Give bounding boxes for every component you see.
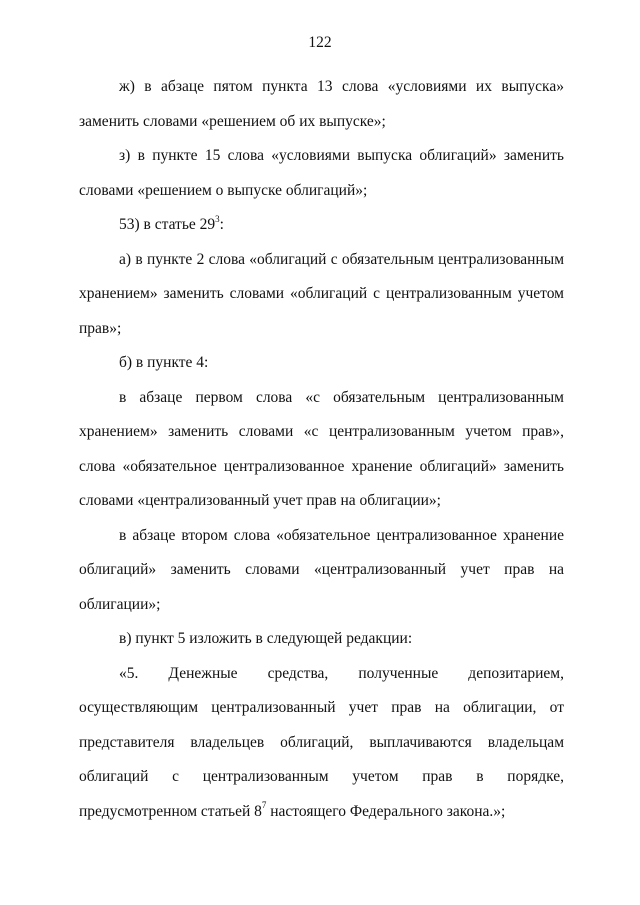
paragraph-text: в) пункт 5 изложить в следующей редакции: bbox=[119, 630, 413, 647]
paragraph-text: б) в пункте 4: bbox=[119, 354, 209, 371]
paragraph-item-zh bbox=[79, 70, 564, 139]
paragraph-article-53 bbox=[79, 208, 564, 243]
paragraph-text: 53) в статье 29 bbox=[119, 216, 216, 233]
paragraph-text: ж) в абзаце пятом пункта 13 слова «условиями их выпуска» заменить словами «решением об их выпуске»; bbox=[79, 78, 564, 130]
paragraph-text-after: настоящего Федерального закона.»; bbox=[266, 802, 506, 820]
paragraph-second-abzac bbox=[79, 519, 564, 623]
document-body bbox=[79, 70, 564, 829]
superscript: 3 bbox=[215, 213, 220, 224]
paragraph-text-after: : bbox=[219, 216, 224, 233]
paragraph-point-5 bbox=[79, 657, 564, 830]
paragraph-item-z bbox=[79, 139, 564, 208]
paragraph-text: в абзаце первом слова «с обязательным централизованным хранением» заменить словами «с централизованным учетом прав», слова «обязательное централизованное хранение облигаций» заменить словами «централизованный учет прав на облигации»; bbox=[79, 388, 564, 509]
paragraph-item-v bbox=[79, 622, 564, 657]
page-number: 122 bbox=[308, 34, 332, 51]
paragraph-item-b bbox=[79, 346, 564, 381]
paragraph-first-abzac bbox=[79, 381, 564, 519]
paragraph-text: в абзаце втором слова «обязательное централизованное хранение облигаций» заменить словами «централизованный учет прав на облигации»; bbox=[79, 526, 564, 613]
paragraph-text: «5. Денежные средства, полученные депозитарием, осуществляющим централизованный учет прав на облигации, от представителя владельцев облигаций, выплачиваются владельцам облигаций с централизованным учетом прав в порядке, предусмотренном статьей 8 bbox=[79, 664, 564, 820]
paragraph-text: з) в пункте 15 слова «условиями выпуска облигаций» заменить словами «решением о выпуске облигаций»; bbox=[79, 147, 564, 199]
paragraph-text: а) в пункте 2 слова «облигаций с обязательным централизованным хранением» заменить словами «облигаций с централизованным учетом прав»; bbox=[79, 250, 564, 337]
paragraph-item-a bbox=[79, 243, 564, 347]
superscript: 7 bbox=[261, 800, 267, 811]
